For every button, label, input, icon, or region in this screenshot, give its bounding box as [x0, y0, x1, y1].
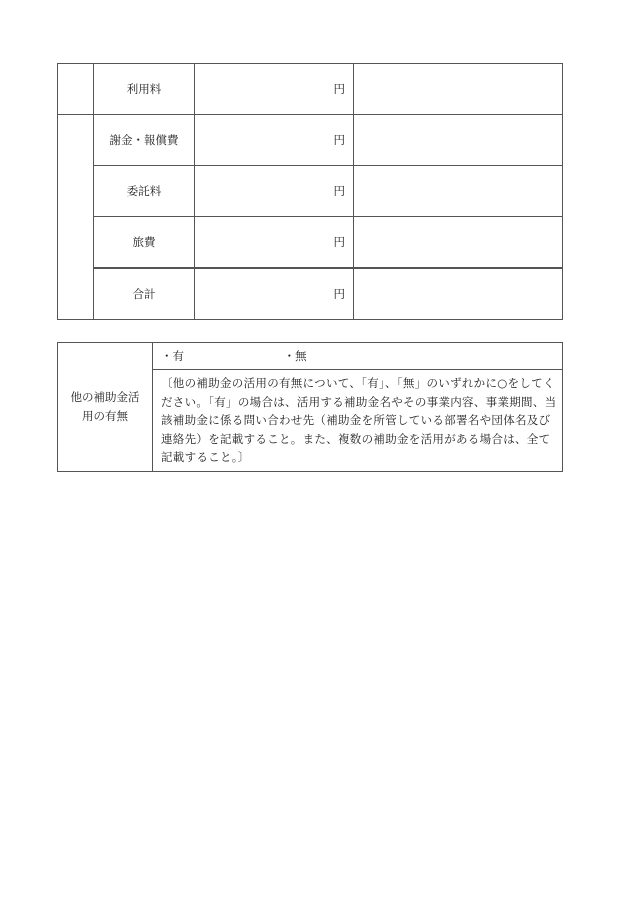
row-label: 謝金・報償費	[94, 115, 195, 166]
budget-table	[57, 63, 563, 320]
amount-cell[interactable]: 円	[195, 115, 354, 166]
row-label: 合計	[94, 268, 195, 320]
remarks-cell[interactable]	[354, 217, 563, 269]
budget-row-honorarium	[58, 115, 563, 166]
option-no[interactable]: ・無	[283, 349, 307, 363]
other-subsidy-options-row	[58, 343, 563, 370]
remarks-cell[interactable]	[354, 268, 563, 320]
other-subsidy-table	[57, 342, 563, 472]
row-label: 委託料	[94, 166, 195, 217]
heading-line-2: 用の有無	[82, 408, 128, 423]
budget-row-total	[58, 268, 563, 320]
budget-row-commission	[58, 166, 563, 217]
category-cell-top	[58, 64, 94, 115]
remarks-cell[interactable]	[354, 64, 563, 115]
option-yes[interactable]: ・有	[161, 349, 184, 363]
remarks-cell[interactable]	[354, 166, 563, 217]
row-label: 旅費	[94, 217, 195, 269]
amount-cell[interactable]: 円	[195, 268, 354, 320]
other-subsidy-heading	[58, 343, 153, 472]
instructions-text[interactable]: 〔他の補助金の活用の有無について、「有」、「無」のいずれかに○をしてください。「有」の場合は、活用する補助金名やその事業内容、事業期間、当該補助金に係る問い合わせ先（補助金を所管している部署名や団体名及び連絡先）を記載すること。また、複数の補助金を活用がある場合は、全て記載すること。〕	[153, 370, 563, 472]
budget-row-travel	[58, 217, 563, 269]
remarks-cell[interactable]	[354, 115, 563, 166]
row-label: 利用料	[94, 64, 195, 115]
budget-row-usage-fee	[58, 64, 563, 115]
amount-cell[interactable]: 円	[195, 166, 354, 217]
heading-line-1: 他の補助金活	[70, 389, 140, 404]
amount-cell[interactable]: 円	[195, 64, 354, 115]
amount-cell[interactable]: 円	[195, 217, 354, 269]
category-cell	[58, 115, 94, 320]
options-cell	[153, 343, 563, 370]
